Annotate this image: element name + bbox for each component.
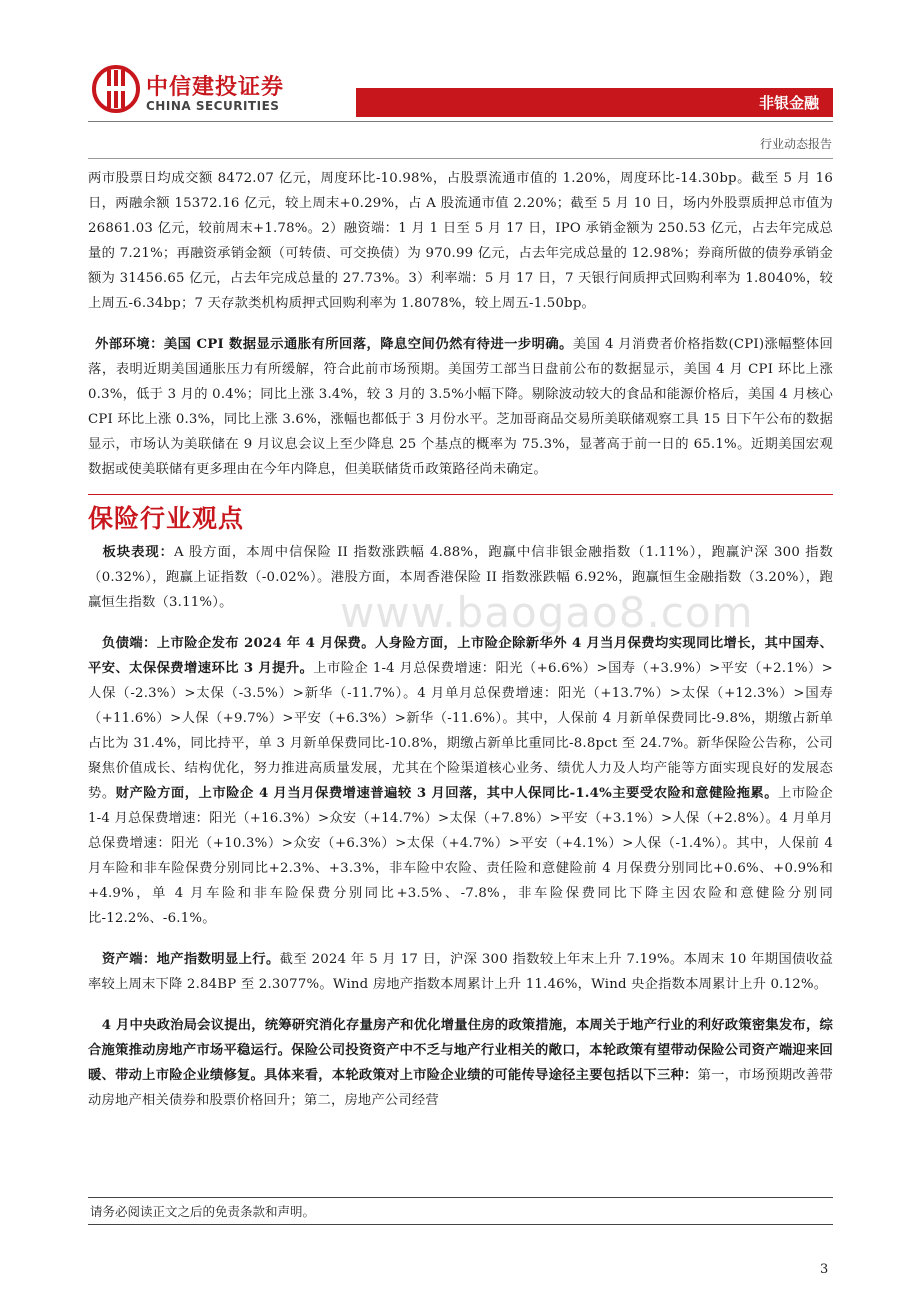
- liability-pc-text: 上市险企 1-4 月总保费增速：阳光（+16.3%）>众安（+14.7%）>太保（+7.8%）>平安（+3.1%）>人保（+2.8%）。4 月单月总保费增速：阳光（+10.3%）>众安（+6.3%）>太保（+4.7%）>平安（+4.1%）>人保（-1.4%）。其中，人保前 4 月车险和非车险保费分别同比+2.3%、+3.3%，非车险中农险、责任险和意健险前 4 月保费分别同比+0.6%、+0.9%和+4.9%，单 4 月车险和非车险保费分别同比+3.5%、-7.8%，非车险保费同比下降主因农险和意健险分别同比-12.2%、-6.1%。: [88, 786, 833, 926]
- company-name-en: CHINA SECURITIES: [146, 99, 280, 113]
- report-type: 行业动态报告: [759, 137, 832, 151]
- liability-life-text: 上市险企 1-4 月总保费增速：阳光（+6.6%）>国寿（+3.9%）>平安（+2.1%）>人保（-2.3%）>太保（-3.5%）>新华（-11.7%）。4 月单月总保费增速：阳光（+13.7%）>太保（+12.3%）>国寿（+11.6%）>人保（+9.7%）>平安（+6.3%）>新华（-11.6%）。其中，人保前 4 月新单保费同比-9.8%，期缴占新单占比为 31.4%，同比持平，单 3 月新单保费同比-10.8%，期缴占新单比重同比-8.8pct 至 24.7%。新华保险公告称，公司聚焦价值成长、结构优化，努力推进高质量发展，尤其在个险渠道核心业务、绩优人力及人均产能等方面实现良好的发展态势。: [88, 661, 833, 801]
- sector-banner: [356, 88, 833, 117]
- liability-heading: 负债端：上市险企发布 2024 年 4 月保费。人身险方面，上市险企除新华外 4 月当月保费均实现同比增长，其中国寿、平安、太保保费增速环比 3 月提升。: [88, 636, 833, 676]
- external-environment-paragraph: [88, 332, 833, 482]
- sector-label: 非银金融: [758, 94, 819, 112]
- report-body: [88, 166, 833, 1113]
- footer-divider: [88, 1197, 833, 1198]
- policy-paragraph: [88, 1013, 833, 1113]
- page-header: [0, 0, 920, 151]
- disclaimer: 请务必阅读正文之后的免责条款和声明。: [90, 1204, 316, 1219]
- liability-paragraph: [88, 631, 833, 931]
- sector-performance-heading: 板块表现：: [101, 545, 174, 560]
- asset-text: 截至 2024 年 5 月 17 日，沪深 300 指数较上年末上升 7.19%。本周末 10 年期国债收益率较上周末下降 2.84BP 至 2.3077%。Wind 房地产指数本周累计上升 11.46%，Wind 央企指数本周累计上升 0.12%。: [88, 952, 833, 992]
- subheader-divider: [88, 158, 833, 159]
- watermark: www.baogao8.com: [340, 588, 754, 637]
- external-environment-text: 美国 4 月消费者价格指数(CPI)涨幅整体回落，表明近期美国通胀压力有所缓解，符合此前市场预期。美国劳工部当日盘前公布的数据显示，美国 4 月 CPI 环比上涨 0.3%，低于 3 月的 0.4%；同比上涨 3.4%，较 3 月的 3.5%小幅下降。剔除波动较大的食品和能源价格后，美国 4 月核心 CPI 环比上涨 0.3%，同比上涨 3.6%，涨幅也都低于 3 月份水平。芝加哥商品交易所美联储观察工具 15 日下午公布的数据显示，市场认为美联储在 9 月议息会议上至少降息 25 个基点的概率为 75.3%，显著高于前一日的 65.1%。近期美国宏观数据或使美联储有更多理由在今年内降息，但美联储货币政策路径尚未确定。: [88, 337, 833, 477]
- company-name-cn: 中信建投证券: [146, 75, 285, 100]
- section-title: 保险行业观点: [88, 494, 833, 540]
- market-data-paragraph: 两市股票日均成交额 8472.07 亿元，周度环比-10.98%，占股票流通市值的 1.20%，周度环比-14.30bp。截至 5 月 16 日，两融余额 15372.16 亿元，较上周末+0.29%，占 A 股流通市值 2.20%；截至 5 月 10 日，场内外股票质押总市值为 26861.03 亿元，较前周末+1.78%。2）融资端：1 月 1 日至 5 月 17 日，IPO 承销金额为 250.53 亿元，占去年完成总量的 7.21%；再融资承销金额（可转债、可交换债）为 970.99 亿元，占去年完成总量的 12.98%；券商所做的债券承销金额为 31456.65 亿元，占去年完成总量的 27.73%。3）利率端：5 月 17 日，7 天银行间质押式回购利率为 1.8040%，较上周五-6.34bp；7 天存款类机构质押式回购利率为 1.8078%，较上周五-1.50bp。: [88, 171, 833, 311]
- external-environment-heading: 外部环境：美国 CPI 数据显示通胀有所回落，降息空间仍然有待进一步明确。: [94, 337, 573, 352]
- footer-divider-bottom: [88, 1224, 833, 1225]
- citic-ring-logo-icon: [91, 64, 141, 114]
- page-number: 3: [820, 1262, 829, 1277]
- asset-paragraph: [88, 947, 833, 997]
- asset-heading: 资产端：地产指数明显上行。: [101, 952, 280, 967]
- policy-heading: 4 月中央政治局会议提出，统筹研究消化存量房产和优化增量住房的政策措施，本周关于地产行业的利好政策密集发布，综合施策推动房地产市场平稳运行。保险公司投资资产中不乏与地产行业相关的敞口，本轮政策有望带动保险公司资产端迎来回暖、带动上市险企业绩修复。具体来看，本轮政策对上市险企业绩的可能传导途径主要包括以下三种：: [88, 1018, 833, 1083]
- sector-performance-text: A 股方面，本周中信保险 II 指数涨跌幅 4.88%，跑赢中信非银金融指数（1.11%），跑赢沪深 300 指数（0.32%），跑赢上证指数（-0.02%）。港股方面，本周香港保险 II 指数涨跌幅 6.92%，跑赢恒生金融指数（3.20%），跑赢恒生指数（3.11%）。: [88, 545, 833, 610]
- header-divider: [88, 121, 833, 122]
- liability-pc-heading: 财产险方面，上市险企 4 月当月保费增速普遍较 3 月回落，其中人保同比-1.4%主要受农险和意健险拖累。: [115, 786, 779, 801]
- policy-text: 第一，市场预期改善带动房地产相关债券和股票价格回升；第二，房地产公司经营: [88, 1068, 834, 1108]
